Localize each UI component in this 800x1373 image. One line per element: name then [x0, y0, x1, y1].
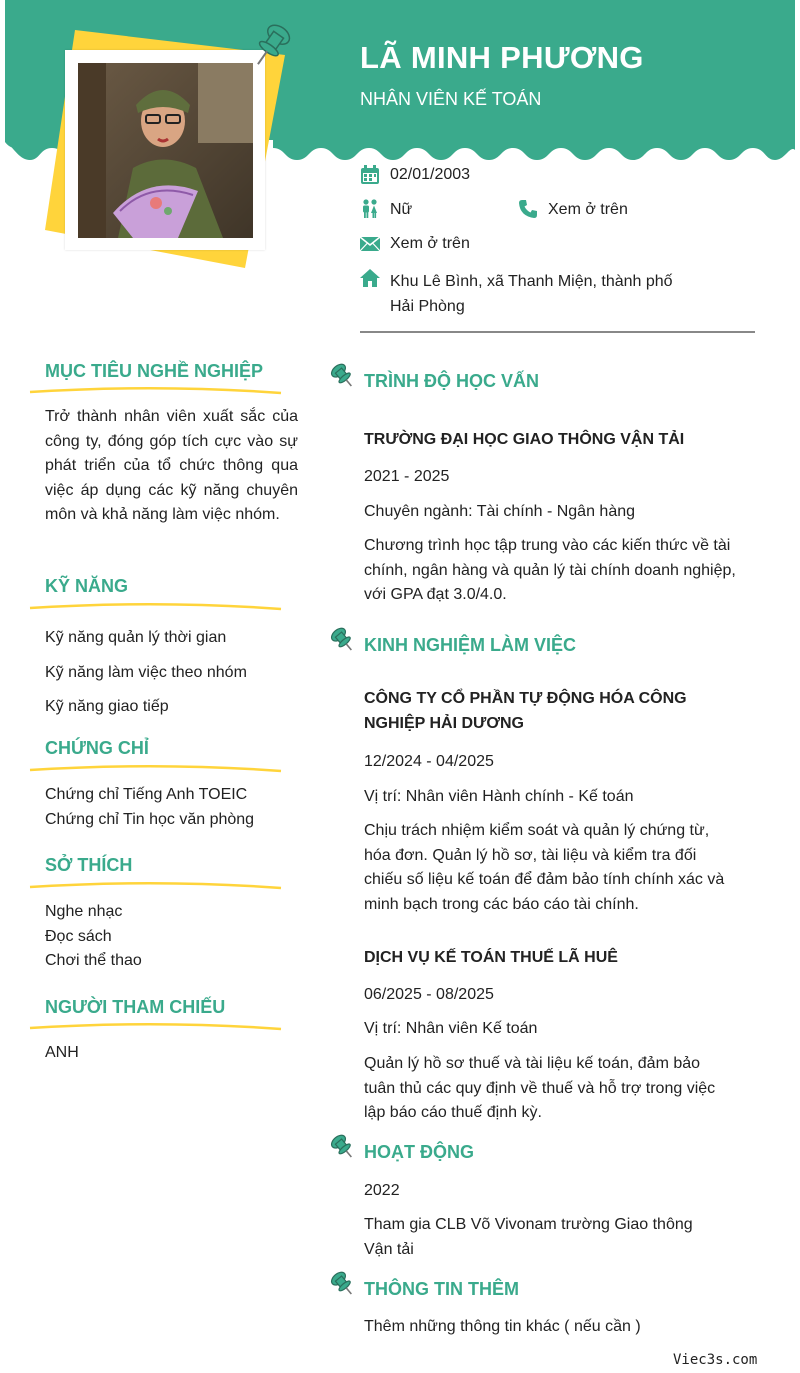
- gender-icon: [360, 199, 380, 219]
- more-info-title: THÔNG TIN THÊM: [364, 1279, 519, 1299]
- email-icon: [360, 234, 380, 254]
- certificate-item: Chứng chỉ Tin học văn phòng: [45, 810, 255, 828]
- phone-icon: [518, 199, 538, 219]
- more-info-text: Thêm những thông tin khác ( nếu cần ): [364, 1318, 641, 1335]
- pushpin-icon: [248, 22, 293, 72]
- skills-title: KỸ NĂNG: [45, 576, 129, 596]
- skills-list: [45, 626, 298, 720]
- job-description: Chịu trách nhiệm kiểm soát và quản lý chứng từ, hóa đơn. Quản lý hồ sơ, tài liệu và kiểm tra đối chiếu số liệu kế toán để đảm bảo tính chính xác và minh bạch trong các báo cáo tài chính.: [364, 822, 725, 913]
- hobby-item: Chơi thể thao: [45, 952, 142, 969]
- activities-text: Tham gia CLB Võ Vivonam trường Giao thông Vận tải: [364, 1216, 693, 1258]
- objective-text: Trở thành nhân viên xuất sắc của công ty, đóng góp tích cực vào sự phát triển của tổ chức thông qua việc áp dụng các kỹ năng chuyên môn và khả năng làm việc nhóm.: [45, 408, 298, 523]
- pushpin-icon: [329, 1270, 357, 1298]
- candidate-name: LÃ MINH PHƯƠNG: [360, 40, 644, 75]
- watermark: Viec3s.com: [673, 1352, 758, 1368]
- job-period: 12/2024 - 04/2025: [364, 753, 494, 770]
- activities-year: 2022: [364, 1182, 400, 1199]
- yellow-underline: [28, 1022, 283, 1032]
- certificates-list: [45, 783, 298, 832]
- pushpin-icon: [329, 626, 357, 654]
- skill-item: Kỹ năng quản lý thời gian: [45, 629, 227, 646]
- yellow-underline: [28, 764, 283, 774]
- references-title: NGƯỜI THAM CHIẾU: [45, 997, 226, 1017]
- activities-title: HOẠT ĐỘNG: [364, 1142, 474, 1162]
- yellow-underline: [28, 602, 283, 612]
- hobbies-list: [45, 900, 298, 974]
- job-period: 06/2025 - 08/2025: [364, 986, 494, 1003]
- objective-title: MỤC TIÊU NGHỀ NGHIỆP: [45, 361, 264, 381]
- avatar-photo: [78, 63, 253, 238]
- address-line-1: Khu Lê Bình, xã Thanh Miện, thành phố: [390, 273, 673, 290]
- phone: Xem ở trên: [548, 201, 628, 218]
- education-period: 2021 - 2025: [364, 468, 450, 485]
- job-company: DỊCH VỤ KẾ TOÁN THUẾ LÃ HUÊ: [364, 949, 618, 966]
- certificates-title: CHỨNG CHỈ: [45, 738, 149, 758]
- hobby-item: Đọc sách: [45, 927, 112, 945]
- references-text: ANH: [45, 1044, 79, 1061]
- education-school: TRƯỜNG ĐẠI HỌC GIAO THÔNG VẬN TẢI: [364, 431, 685, 448]
- skill-item: Kỹ năng làm việc theo nhóm: [45, 663, 247, 681]
- hobby-item: Nghe nhạc: [45, 903, 123, 920]
- gender: Nữ: [390, 201, 413, 218]
- education-description: Chương trình học tập trung vào các kiến thức về tài chính, ngân hàng và quản lý tài chính doanh nghiệp, với GPA đạt 3.0/4.0.: [364, 537, 736, 603]
- pushpin-icon: [329, 1133, 357, 1161]
- education-title: TRÌNH ĐỘ HỌC VẤN: [364, 371, 539, 391]
- home-icon: [360, 268, 380, 288]
- birthday: 02/01/2003: [390, 166, 471, 183]
- skill-item: Kỹ năng giao tiếp: [45, 698, 169, 715]
- certificate-item: Chứng chỉ Tiếng Anh TOEIC: [45, 786, 248, 803]
- job-position: Vị trí: Nhân viên Kế toán: [364, 1020, 538, 1037]
- yellow-underline: [28, 386, 283, 396]
- address-line-2: Hải Phòng: [390, 297, 465, 315]
- calendar-icon: [360, 165, 380, 185]
- contact-divider: [360, 331, 755, 333]
- email: Xem ở trên: [390, 235, 470, 252]
- job-description: Quản lý hồ sơ thuế và tài liệu kế toán, đảm bảo tuân thủ các quy định về thuế và hỗ trợ trong việc lập báo cáo thuế định kỳ.: [364, 1055, 716, 1121]
- job-title: NHÂN VIÊN KẾ TOÁN: [360, 89, 542, 109]
- yellow-underline: [28, 881, 283, 891]
- job-position: Vị trí: Nhân viên Hành chính - Kế toán: [364, 788, 634, 805]
- pushpin-icon: [329, 362, 357, 390]
- experience-title: KINH NGHIỆM LÀM VIỆC: [364, 635, 577, 655]
- address: [390, 270, 673, 319]
- hobbies-title: SỞ THÍCH: [45, 855, 133, 875]
- education-major: Chuyên ngành: Tài chính - Ngân hàng: [364, 503, 636, 520]
- job-company: CÔNG TY CỔ PHẦN TỰ ĐỘNG HÓA CÔNG NGHIỆP HẢI DƯƠNG: [364, 690, 687, 732]
